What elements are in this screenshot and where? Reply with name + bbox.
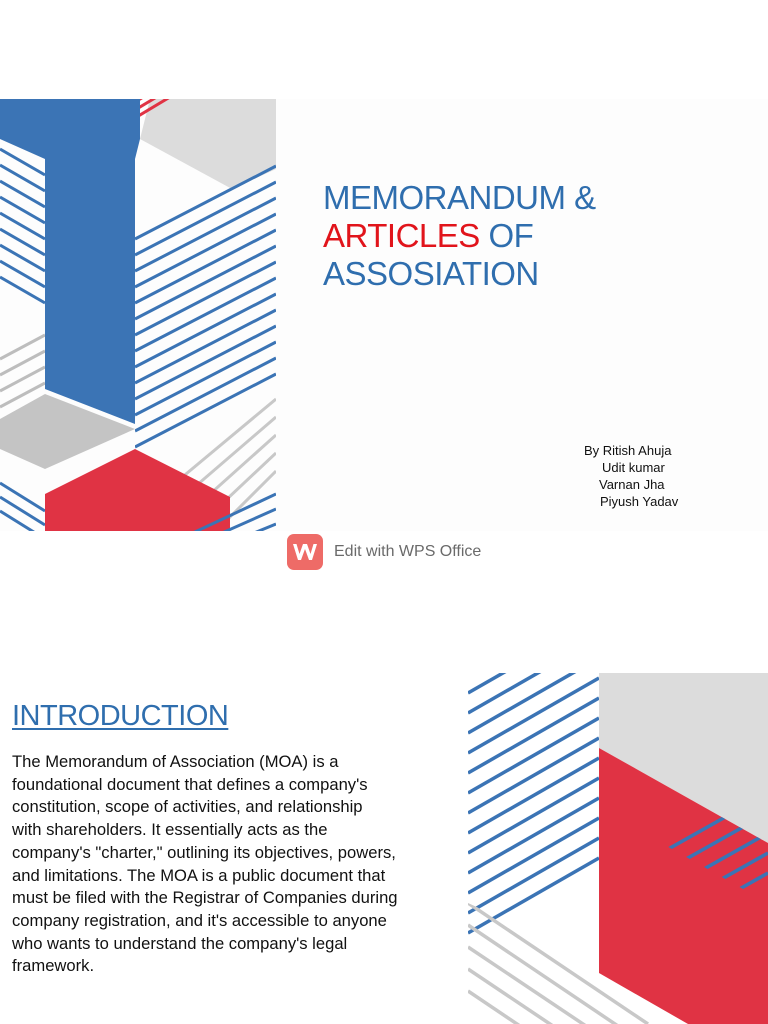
author-name: Udit kumar: [602, 460, 665, 475]
title-line-1: MEMORANDUM &: [323, 179, 596, 216]
paragraph-line: must be filed with the Registrar of Companies during: [12, 888, 398, 908]
slide-title: [323, 179, 743, 293]
wps-logo-icon: [287, 534, 323, 570]
author-list: [584, 442, 764, 510]
paragraph-line: with shareholders. It essentially acts as the: [12, 820, 328, 840]
title-of-word: OF: [479, 217, 534, 254]
paragraph-line: who wants to understand the company's legal: [12, 933, 348, 953]
paragraph-line: foundational document that defines a company's: [12, 774, 368, 794]
title-line-2: [323, 217, 743, 255]
author-name: By Ritish Ahuja: [584, 443, 672, 458]
paragraph-line: company's "charter," outlining its objectives, powers,: [12, 842, 396, 862]
paragraph-line: company registration, and it's accessible to anyone: [12, 910, 387, 930]
intro-paragraph: [12, 751, 458, 978]
title-articles-word: ARTICLES: [323, 217, 480, 254]
paragraph-line: framework.: [12, 956, 95, 976]
title-slide: [0, 99, 768, 531]
wps-label: Edit with WPS Office: [334, 543, 482, 560]
author-name: Piyush Yadav: [600, 494, 679, 509]
geometric-decoration: [468, 673, 768, 1024]
paragraph-line: and limitations. The MOA is a public document that: [12, 865, 386, 885]
intro-heading: INTRODUCTION: [12, 700, 229, 732]
geometric-decoration: [0, 99, 276, 531]
edit-with-wps-button[interactable]: [287, 533, 481, 571]
paragraph-line: The Memorandum of Association (MOA) is a: [12, 752, 339, 771]
author-name: Varnan Jha: [599, 477, 665, 492]
paragraph-line: constitution, scope of activities, and relationship: [12, 797, 363, 817]
title-line-3: ASSOSIATION: [323, 255, 539, 292]
